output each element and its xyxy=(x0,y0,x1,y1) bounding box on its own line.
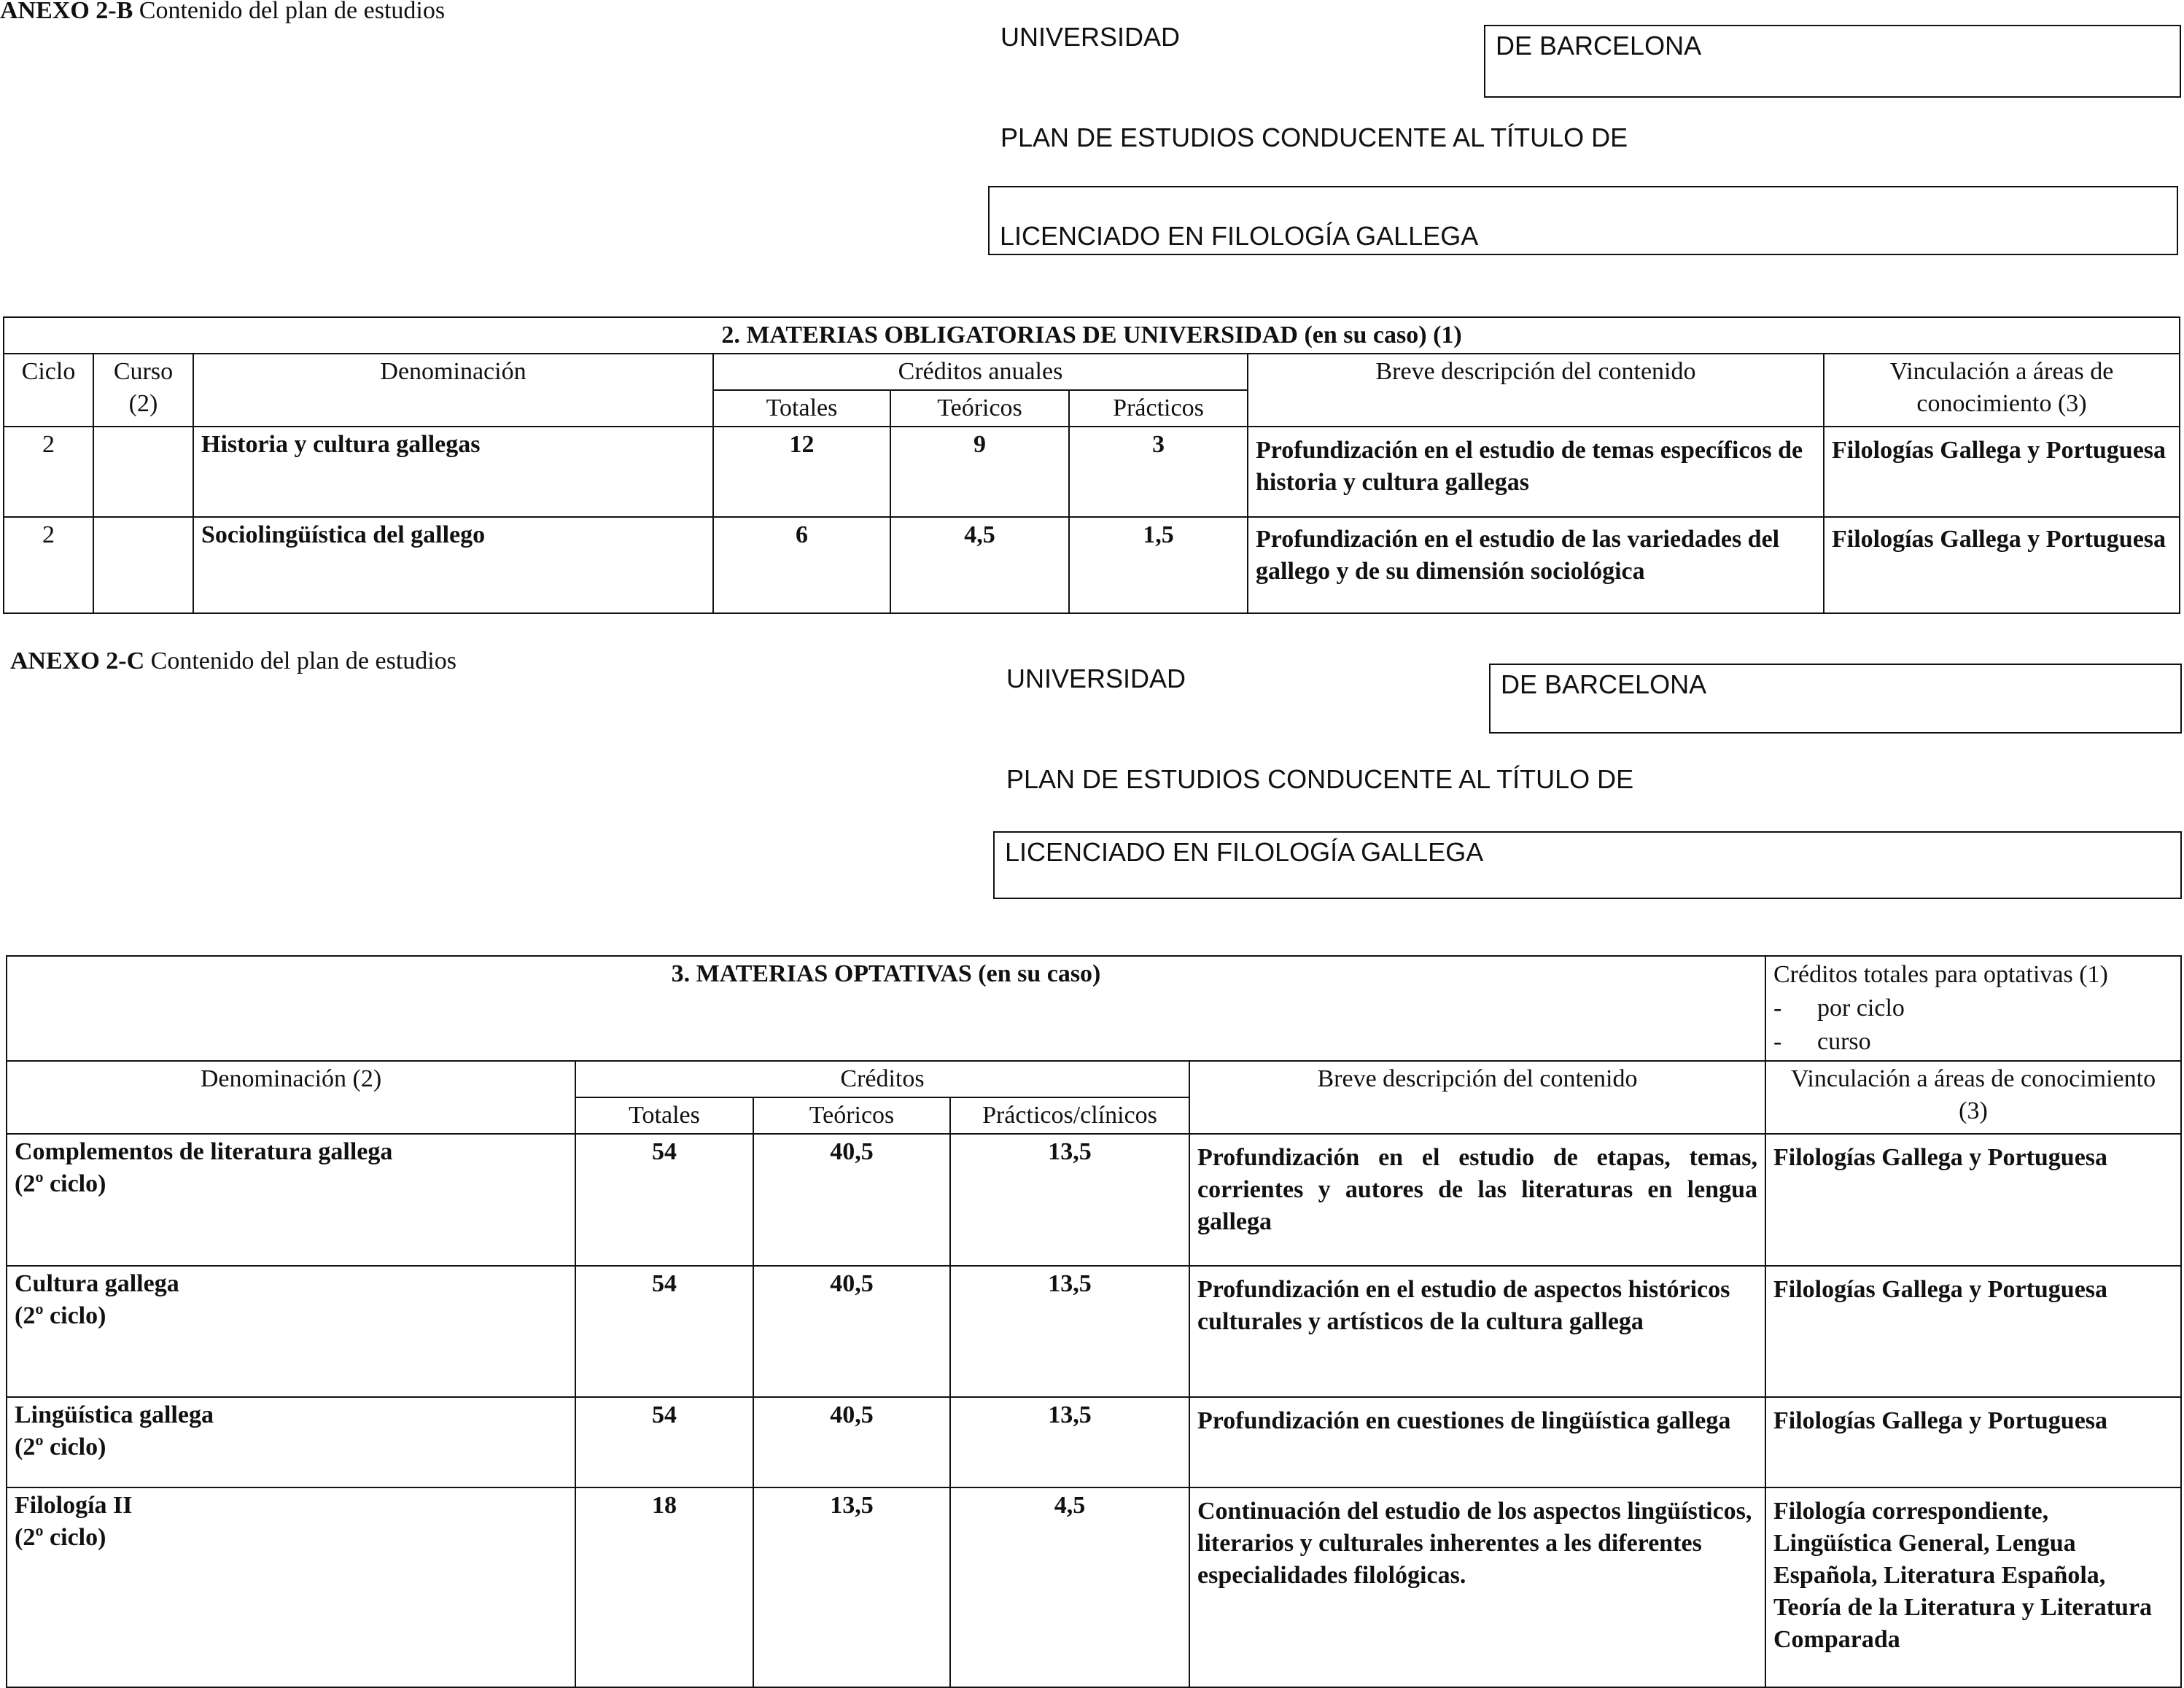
header-curso: Curso (2) xyxy=(93,354,193,427)
header-ciclo: Ciclo xyxy=(4,354,93,427)
materias-optativas-table xyxy=(6,955,2182,1688)
creditos-totales-item-curso: curso xyxy=(1817,1028,1871,1055)
cell-vinculacion: Filologías Gallega y Portuguesa xyxy=(1765,1397,2181,1487)
cell-practicos: 1,5 xyxy=(1069,517,1248,613)
cell-descripcion: Profundización en el estudio de aspectos históricos culturales y artísticos de la cultura gallega xyxy=(1189,1266,1765,1397)
denominacion-ciclo: (2º ciclo) xyxy=(15,1524,106,1551)
table-row xyxy=(7,1134,2181,1266)
titulo-value: LICENCIADO EN FILOLOGÍA GALLEGA xyxy=(1000,221,1479,251)
cell-teoricos: 40,5 xyxy=(753,1266,950,1397)
header-totales: Totales xyxy=(713,390,890,427)
header-vinculacion: Vinculación a áreas de conocimiento (3) xyxy=(1824,354,2180,427)
header-creditos-c: Créditos xyxy=(575,1061,1189,1097)
plan-label: PLAN DE ESTUDIOS CONDUCENTE AL TÍTULO DE xyxy=(1000,122,1628,152)
header-practicos-c: Prácticos/clínicos xyxy=(950,1097,1189,1134)
cell-practicos: 4,5 xyxy=(950,1487,1189,1687)
universidad-label: UNIVERSIDAD xyxy=(1000,22,1181,52)
table-row xyxy=(4,517,2180,613)
anexo-2c-heading xyxy=(10,647,456,675)
creditos-totales-title: Créditos totales para optativas (1) xyxy=(1773,961,2108,988)
header-practicos: Prácticos xyxy=(1069,390,1248,427)
header-creditos-anuales: Créditos anuales xyxy=(713,354,1248,390)
bullet: - xyxy=(1773,995,1782,1022)
creditos-totales-item xyxy=(1773,1025,2173,1059)
cell-denominacion xyxy=(7,1397,575,1487)
creditos-totales-item-ciclo: por ciclo xyxy=(1817,995,1905,1022)
denominacion-ciclo: (2º ciclo) xyxy=(15,1302,106,1329)
cell-practicos: 3 xyxy=(1069,427,1248,517)
cell-ciclo: 2 xyxy=(4,427,93,517)
denominacion-name: Lingüística gallega xyxy=(15,1401,214,1428)
denominacion-name: Filología II xyxy=(15,1492,133,1519)
cell-totales: 54 xyxy=(575,1134,753,1266)
universidad-value-box-c xyxy=(1489,664,2182,734)
titulo-value-box-c xyxy=(993,831,2182,899)
denominacion-ciclo: (2º ciclo) xyxy=(15,1170,106,1197)
cell-descripcion: Profundización en cuestiones de lingüística gallega xyxy=(1189,1397,1765,1487)
header-denominacion: Denominación xyxy=(193,354,713,427)
cell-vinculacion: Filologías Gallega y Portuguesa xyxy=(1824,517,2180,613)
universidad-label-c: UNIVERSIDAD xyxy=(1006,664,1186,693)
header-vinculacion-c: Vinculación a áreas de conocimiento (3) xyxy=(1765,1061,2181,1134)
anexo-2b-heading xyxy=(0,0,445,25)
table-row xyxy=(7,1397,2181,1487)
materias-obligatorias-table xyxy=(3,316,2180,614)
cell-practicos: 13,5 xyxy=(950,1397,1189,1487)
cell-denominacion: Sociolingüística del gallego xyxy=(193,517,713,613)
cell-denominacion xyxy=(7,1134,575,1266)
header-descripcion: Breve descripción del contenido xyxy=(1248,354,1824,427)
header-descripcion-c: Breve descripción del contenido xyxy=(1189,1061,1765,1134)
table-row xyxy=(7,1487,2181,1687)
cell-vinculacion: Filología correspondiente, Lingüística General, Lengua Española, Literatura Española, Teoría de la Literatura y Literatura Comparada xyxy=(1765,1487,2181,1687)
universidad-value-c: DE BARCELONA xyxy=(1501,669,1707,699)
universidad-value: DE BARCELONA xyxy=(1496,31,1702,61)
cell-descripcion: Profundización en el estudio de las variedades del gallego y de su dimensión sociológica xyxy=(1248,517,1824,613)
denominacion-ciclo: (2º ciclo) xyxy=(15,1434,106,1461)
cell-descripcion: Profundización en el estudio de etapas, temas, corrientes y autores de las literaturas en lengua gallega xyxy=(1189,1134,1765,1266)
cell-totales: 54 xyxy=(575,1266,753,1397)
cell-denominacion xyxy=(7,1266,575,1397)
header-teoricos: Teóricos xyxy=(890,390,1069,427)
header-denominacion-c: Denominación (2) xyxy=(7,1061,575,1134)
table-title: 2. MATERIAS OBLIGATORIAS DE UNIVERSIDAD (en su caso) (1) xyxy=(4,317,2180,354)
cell-descripcion: Profundización en el estudio de temas específicos de historia y cultura gallegas xyxy=(1248,427,1824,517)
cell-curso xyxy=(93,517,193,613)
cell-curso xyxy=(93,427,193,517)
anexo-2b-label: ANEXO 2-B xyxy=(0,0,133,24)
anexo-2c-label: ANEXO 2-C xyxy=(10,647,145,674)
titulo-value-box xyxy=(988,186,2178,255)
cell-teoricos: 9 xyxy=(890,427,1069,517)
anexo-2b-subtitle: Contenido del plan de estudios xyxy=(133,0,446,24)
cell-teoricos: 40,5 xyxy=(753,1397,950,1487)
plan-label-c: PLAN DE ESTUDIOS CONDUCENTE AL TÍTULO DE xyxy=(1006,764,1634,794)
denominacion-name: Cultura gallega xyxy=(15,1270,179,1297)
cell-totales: 18 xyxy=(575,1487,753,1687)
anexo-2c-subtitle: Contenido del plan de estudios xyxy=(144,647,456,674)
header-totales-c: Totales xyxy=(575,1097,753,1134)
creditos-totales-cell xyxy=(1765,956,2181,1061)
cell-ciclo: 2 xyxy=(4,517,93,613)
titulo-value-c: LICENCIADO EN FILOLOGÍA GALLEGA xyxy=(1005,837,1484,867)
table-title-c: 3. MATERIAS OPTATIVAS (en su caso) xyxy=(7,956,1765,1061)
cell-descripcion: Continuación del estudio de los aspectos lingüísticos, literarios y culturales inherentes a les diferentes especialidades filológicas. xyxy=(1189,1487,1765,1687)
cell-teoricos: 4,5 xyxy=(890,517,1069,613)
cell-vinculacion: Filologías Gallega y Portuguesa xyxy=(1824,427,2180,517)
cell-denominacion: Historia y cultura gallegas xyxy=(193,427,713,517)
universidad-value-box xyxy=(1484,25,2181,98)
cell-practicos: 13,5 xyxy=(950,1134,1189,1266)
cell-totales: 6 xyxy=(713,517,890,613)
cell-denominacion xyxy=(7,1487,575,1687)
cell-vinculacion: Filologías Gallega y Portuguesa xyxy=(1765,1134,2181,1266)
cell-totales: 12 xyxy=(713,427,890,517)
cell-practicos: 13,5 xyxy=(950,1266,1189,1397)
creditos-totales-item xyxy=(1773,992,2173,1025)
cell-vinculacion: Filologías Gallega y Portuguesa xyxy=(1765,1266,2181,1397)
cell-teoricos: 40,5 xyxy=(753,1134,950,1266)
cell-teoricos: 13,5 xyxy=(753,1487,950,1687)
denominacion-name: Complementos de literatura gallega xyxy=(15,1138,393,1165)
table-row xyxy=(4,427,2180,517)
table-row xyxy=(7,1266,2181,1397)
cell-totales: 54 xyxy=(575,1397,753,1487)
header-teoricos-c: Teóricos xyxy=(753,1097,950,1134)
bullet: - xyxy=(1773,1028,1782,1055)
